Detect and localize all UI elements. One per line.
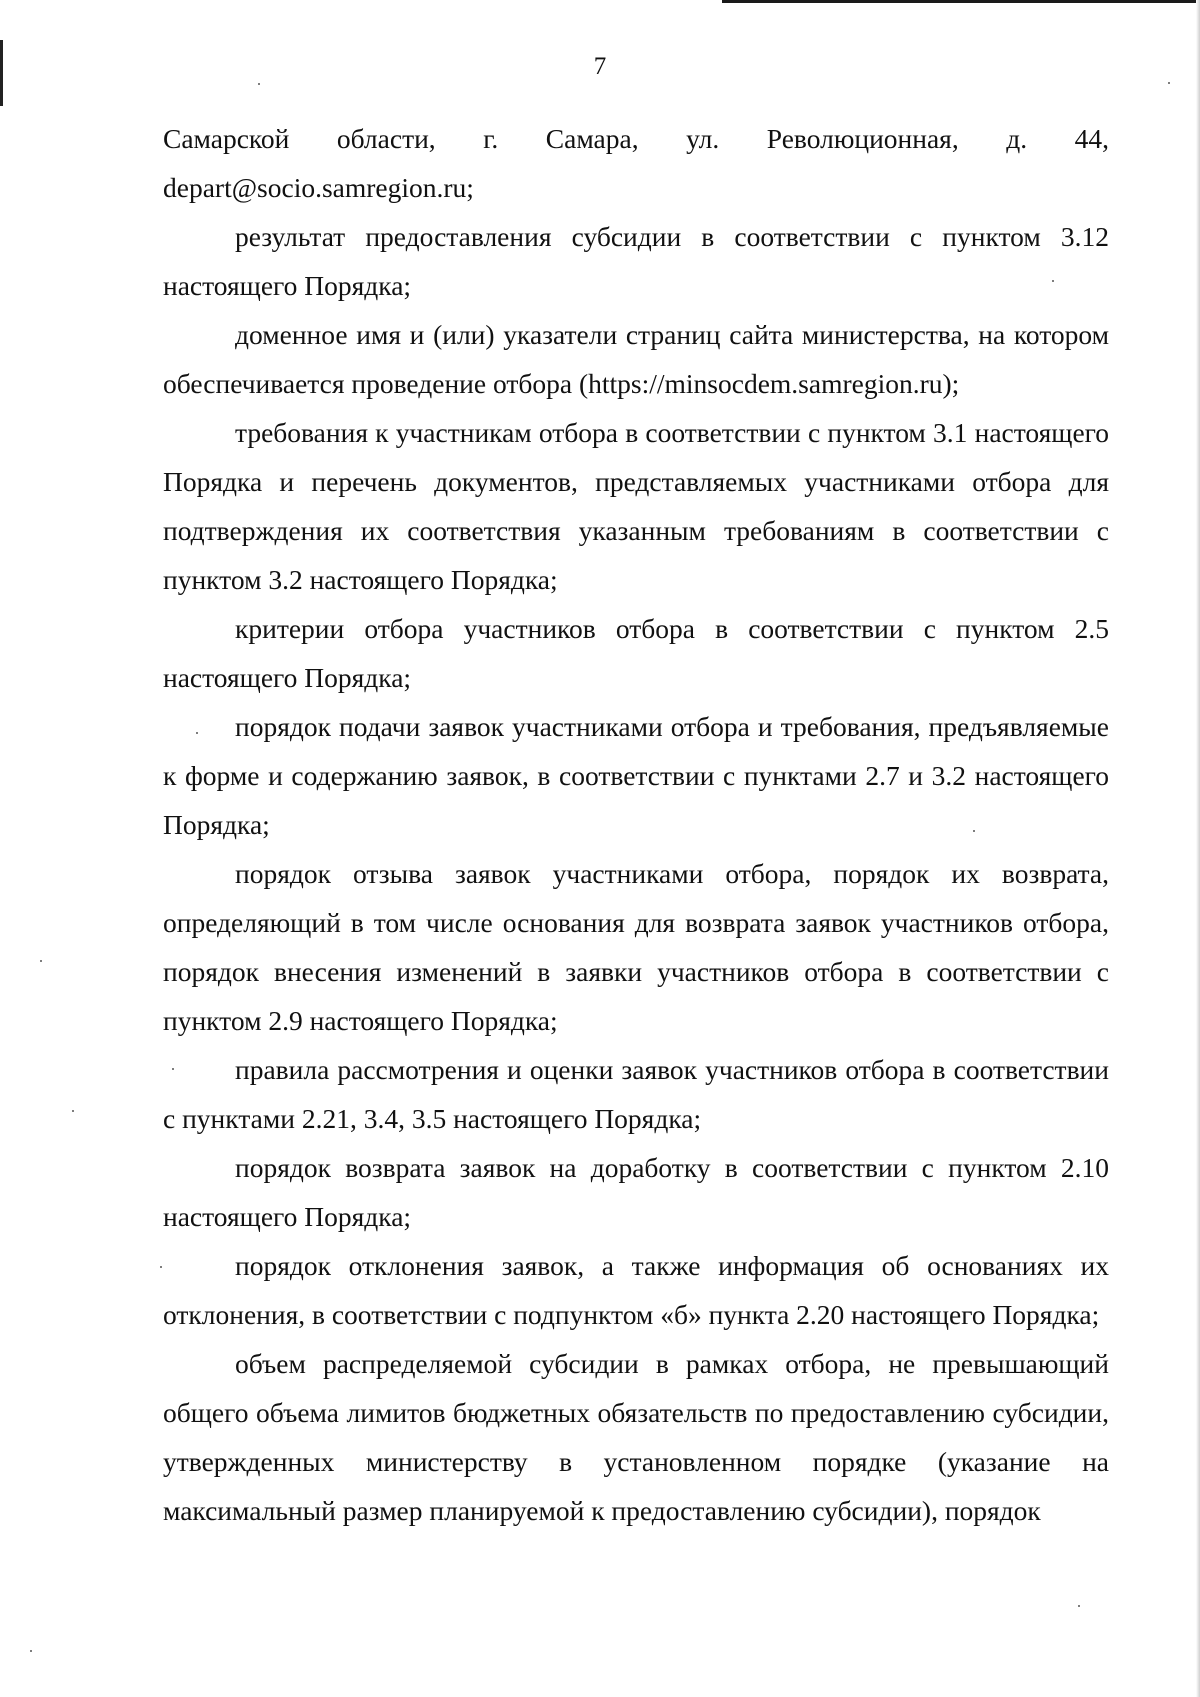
paragraph-domain-name: доменное имя и (или) указатели страниц сайта министерства, на котором обеспечивается проведение отбора (https://minsocdem.samregion.ru); xyxy=(163,319,1109,399)
scan-speck xyxy=(160,1266,162,1268)
paragraph-subsidy-result: результат предоставления субсидии в соответствии с пунктом 3.12 настоящего Порядка; xyxy=(163,221,1109,301)
document-body xyxy=(163,114,1109,1535)
scan-speck xyxy=(258,83,260,85)
scan-border-line xyxy=(722,0,1200,3)
scan-speck xyxy=(72,1110,74,1112)
scan-page-edge xyxy=(1196,0,1200,1697)
page-number: 7 xyxy=(593,53,607,80)
paragraph-application-procedure: порядок подачи заявок участниками отбора и требования, предъявляемые к форме и содержанию заявок, в соответствии с пунктами 2.7 и 3.2 настоящего Порядка; xyxy=(163,711,1109,840)
paragraph-selection-criteria: критерии отбора участников отбора в соответствии с пунктом 2.5 настоящего Порядка; xyxy=(163,613,1109,693)
paragraph-return-for-revision: порядок возврата заявок на доработку в соответствии с пунктом 2.10 настоящего Порядка; xyxy=(163,1152,1109,1232)
scan-speck xyxy=(30,1650,32,1652)
paragraph-withdrawal-procedure: порядок отзыва заявок участниками отбора, порядок их возврата, определяющий в том числе основания для возврата заявок участников отбора, порядок внесения изменений в заявки участников отбора в соответствии с пунктом 2.9 настоящего Порядка; xyxy=(163,858,1109,1036)
scan-speck xyxy=(40,960,42,962)
paragraph-address: Самарской области, г. Самара, ул. Революционная, д. 44, depart@socio.samregion.ru; xyxy=(163,123,1109,203)
paragraph-subsidy-volume: объем распределяемой субсидии в рамках отбора, не превышающий общего объема лимитов бюджетных обязательств по предоставлению субсидии, утвержденных министерству в установленном порядке (указание на максимальный размер планируемой к предоставлению субсидии), порядок xyxy=(163,1348,1109,1526)
scan-speck xyxy=(1078,1605,1080,1607)
paragraph-review-rules: правила рассмотрения и оценки заявок участников отбора в соответствии с пунктами 2.21, 3.4, 3.5 настоящего Порядка; xyxy=(163,1054,1109,1134)
scan-speck xyxy=(1168,82,1170,84)
paragraph-participant-requirements: требования к участникам отбора в соответствии с пунктом 3.1 настоящего Порядка и перечень документов, представляемых участниками отбора для подтверждения их соответствия указанным требованиям в соответствии с пунктом 3.2 настоящего Порядка; xyxy=(163,417,1109,595)
paragraph-rejection-procedure: порядок отклонения заявок, а также информация об основаниях их отклонения, в соответствии с подпунктом «б» пункта 2.20 настоящего Порядка; xyxy=(163,1250,1109,1330)
